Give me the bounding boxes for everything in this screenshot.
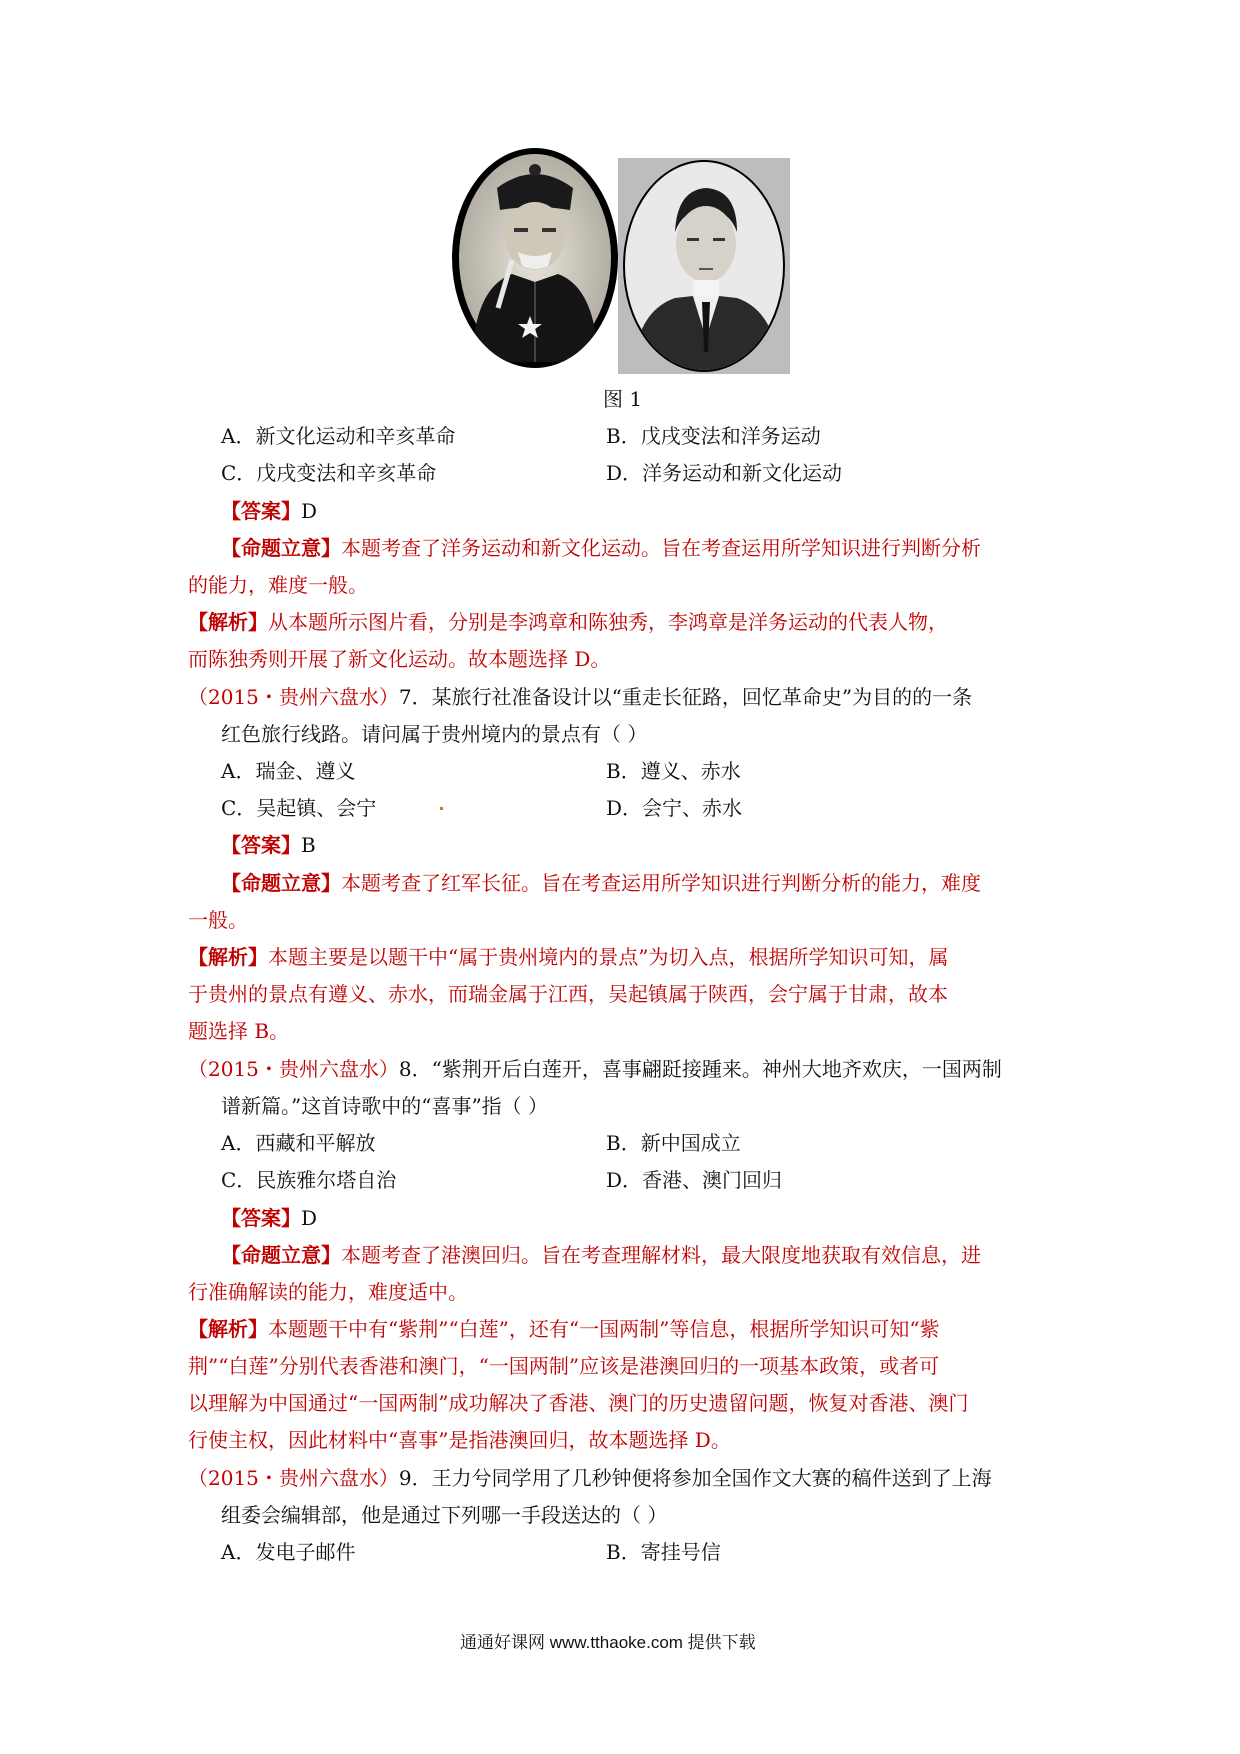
- portrait-chen-duxiu: [618, 158, 790, 374]
- q7-analysis: [188, 942, 948, 972]
- analysis-text: 本题主要是以题干中“属于贵州境内的景点”为切入点，根据所学知识可知，属: [268, 945, 949, 969]
- q8-analysis-cont-2: 以理解为中国通过“一国两制”成功解决了香港、澳门的历史遗留问题，恢复对香港、澳门: [188, 1391, 969, 1415]
- q8-stem: [188, 1054, 1002, 1084]
- q8-intent-cont: 行准确解读的能力，难度适中。: [188, 1280, 468, 1304]
- q6-analysis: [188, 607, 948, 637]
- question-stem: 7．某旅行社准备设计以“重走长征路，回忆革命史”为目的的一条: [398, 685, 973, 709]
- q9-stem-cont: 组委会编辑部，他是通过下列哪一手段送达的（ ）: [221, 1503, 668, 1527]
- question-source: （2015・贵州六盘水）: [188, 1057, 399, 1081]
- answer-label: 【答案】: [221, 833, 301, 857]
- intent-text: 本题考查了港澳回归。旨在考查理解材料，最大限度地获取有效信息，进: [341, 1243, 981, 1267]
- stray-dot: [440, 807, 443, 810]
- intent-text: 本题考查了洋务运动和新文化运动。旨在考查运用所学知识进行判断分析: [341, 536, 981, 560]
- q6-option-d: D．洋务运动和新文化运动: [606, 461, 843, 485]
- portrait-li-hongzhang: [452, 148, 618, 368]
- answer-label: 【答案】: [221, 1206, 301, 1230]
- intent-label: 【命题立意】: [221, 1243, 341, 1267]
- answer-value: D: [301, 499, 318, 523]
- q6-option-a: A．新文化运动和辛亥革命: [221, 424, 456, 448]
- figure-portraits: [452, 148, 792, 374]
- question-stem: 9．王力兮同学用了几秒钟便将参加全国作文大赛的稿件送到了上海: [398, 1466, 992, 1490]
- q7-stem: [188, 682, 972, 712]
- q7-intent-cont: 一般。: [188, 908, 248, 932]
- q7-answer: [221, 830, 316, 860]
- q8-option-d: D．香港、澳门回归: [606, 1168, 783, 1192]
- q8-analysis-cont-3: 行使主权，因此材料中“喜事”是指港澳回归，故本题选择 D。: [188, 1428, 731, 1452]
- q9-option-b: B．寄挂号信: [606, 1540, 721, 1564]
- q7-option-a: A．瑞金、遵义: [221, 759, 356, 783]
- q8-answer: [221, 1203, 317, 1233]
- q7-option-b: B．遵义、赤水: [606, 759, 741, 783]
- intent-label: 【命题立意】: [221, 871, 341, 895]
- figure-caption: 图 1: [603, 387, 643, 411]
- q7-stem-cont: 红色旅行线路。请问属于贵州境内的景点有（ ）: [221, 722, 648, 746]
- q9-stem: [188, 1463, 992, 1493]
- q8-option-a: A．西藏和平解放: [221, 1131, 376, 1155]
- analysis-label: 【解析】: [188, 610, 268, 634]
- q7-analysis-cont-1: 于贵州的景点有遵义、赤水，而瑞金属于江西，吴起镇属于陕西，会宁属于甘肃，故本: [188, 982, 948, 1006]
- answer-value: B: [301, 833, 316, 857]
- intent-label: 【命题立意】: [221, 536, 341, 560]
- analysis-text: 本题题干中有“紫荆”“白莲”，还有“一国两制”等信息，根据所学知识可知“紫: [268, 1317, 940, 1341]
- q8-analysis-cont-1: 荆”“白莲”分别代表香港和澳门，“一国两制”应该是港澳回归的一项基本政策，或者可: [188, 1354, 940, 1378]
- q7-option-c: C．吴起镇、会宁: [221, 796, 377, 820]
- q6-intent: [221, 533, 981, 563]
- q8-option-c: C．民族雅尔塔自治: [221, 1168, 397, 1192]
- analysis-label: 【解析】: [188, 1317, 268, 1341]
- q8-intent: [221, 1240, 981, 1270]
- answer-value: D: [301, 1206, 318, 1230]
- answer-label: 【答案】: [221, 499, 301, 523]
- analysis-label: 【解析】: [188, 945, 268, 969]
- q7-intent: [221, 868, 981, 898]
- question-stem: 8．“紫荆开后白莲开，喜事翩跹接踵来。神州大地齐欢庆，一国两制: [398, 1057, 1002, 1081]
- q6-option-b: B．戊戌变法和洋务运动: [606, 424, 821, 448]
- q6-analysis-cont: 而陈独秀则开展了新文化运动。故本题选择 D。: [188, 647, 611, 671]
- q7-option-d: D．会宁、赤水: [606, 796, 743, 820]
- question-source: （2015・贵州六盘水）: [188, 1466, 399, 1490]
- q7-analysis-cont-2: 题选择 B。: [188, 1019, 290, 1043]
- q6-intent-cont: 的能力，难度一般。: [188, 573, 368, 597]
- q6-answer: [221, 496, 317, 526]
- q6-option-c: C．戊戌变法和辛亥革命: [221, 461, 437, 485]
- intent-text: 本题考查了红军长征。旨在考查运用所学知识进行判断分析的能力，难度: [341, 871, 981, 895]
- q8-stem-cont: 谱新篇。”这首诗歌中的“喜事”指（ ）: [221, 1094, 549, 1118]
- q9-option-a: A．发电子邮件: [221, 1540, 356, 1564]
- question-source: （2015・贵州六盘水）: [188, 685, 399, 709]
- q8-analysis: [188, 1314, 940, 1344]
- page-footer: 通通好课网 www.tthaoke.com 提供下载: [460, 1633, 756, 1652]
- analysis-text: 从本题所示图片看，分别是李鸿章和陈独秀，李鸿章是洋务运动的代表人物，: [268, 610, 948, 634]
- q8-option-b: B．新中国成立: [606, 1131, 741, 1155]
